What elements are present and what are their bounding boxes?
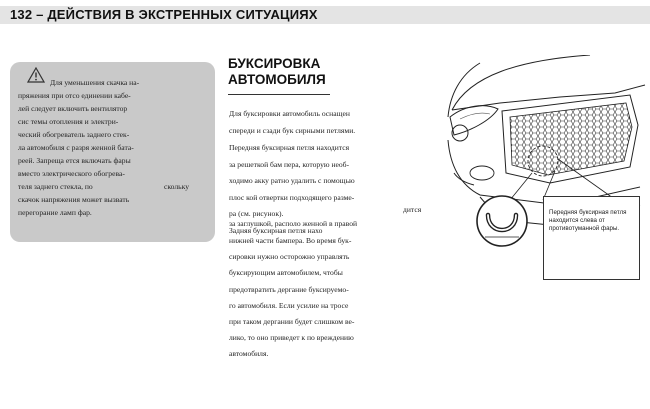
warning-line: ческий обогреватель заднего стек- [18, 130, 130, 139]
warning-triangle-icon [27, 67, 45, 83]
warning-line: лей следует включить вентилятор [18, 104, 128, 113]
title-divider [228, 94, 330, 95]
warning-line: сис темы отопления и электри- [18, 117, 119, 126]
body-line: плос кой отвертки подходящего разме- [229, 193, 355, 202]
stray-word: дится [403, 205, 422, 214]
warning-line: вместо электрического обогрева- [18, 169, 125, 178]
body-line: спереди и сзади бук сирными петлями. [229, 126, 356, 135]
warning-line: реей. Запреща ется включать фары [18, 156, 131, 165]
section-title [228, 56, 326, 88]
body-line: Передняя буксирная петля находится [229, 143, 350, 152]
body-line: предотвратить дергание буксируемо- [229, 285, 349, 294]
body-line: буксирующим автомобилем, чтобы [229, 268, 343, 277]
body-line: за заглушкой, располо женной в правой [229, 219, 358, 228]
body-line: Для буксировки автомобиль оснащен [229, 109, 350, 118]
body-line: го автомобиля. Если усилие на тросе [229, 301, 349, 310]
body-line: ра (см. рисунок). [229, 209, 284, 218]
body-line: сировки нужно осторожно управлять [229, 252, 350, 261]
body-line: ходимо акку ратно удалить с помощью [229, 176, 355, 185]
body-line: лико, то оно приведет к по вреждению [229, 333, 354, 342]
page-title: 132 – ДЕЙСТВИЯ В ЭКСТРЕННЫХ СИТУАЦИЯХ [10, 7, 318, 22]
warning-line: пряжения при отсо единении кабе- [18, 91, 131, 100]
body-line: при таком дергании будет слишком ве- [229, 317, 355, 326]
figure-callout [543, 196, 640, 280]
section-title-line: БУКСИРОВКА [228, 56, 321, 71]
callout-text: Передняя буксирная петля находится слева от противотуманной фары. [549, 209, 627, 232]
warning-line: скачок напряжения может вызвать [18, 195, 130, 204]
warning-box [10, 62, 215, 242]
body-line: Задняя буксирная петля нахо [229, 226, 323, 235]
body-line: нижней части бампера. Во время бук- [229, 236, 352, 245]
body-line: за решеткой бам пера, которую необ- [229, 160, 350, 169]
section-title-line: АВТОМОБИЛЯ [228, 72, 326, 87]
warning-line: перегорание ламп фар. [18, 208, 92, 217]
stray-word: скольку [164, 182, 190, 191]
warning-line: теля заднего стекла, по [18, 182, 93, 191]
warning-line: Для уменьшения скачка на- [50, 78, 140, 87]
warning-line: ла автомобиля с разря женной бата- [18, 143, 134, 152]
body-line: автомобиля. [229, 349, 269, 358]
